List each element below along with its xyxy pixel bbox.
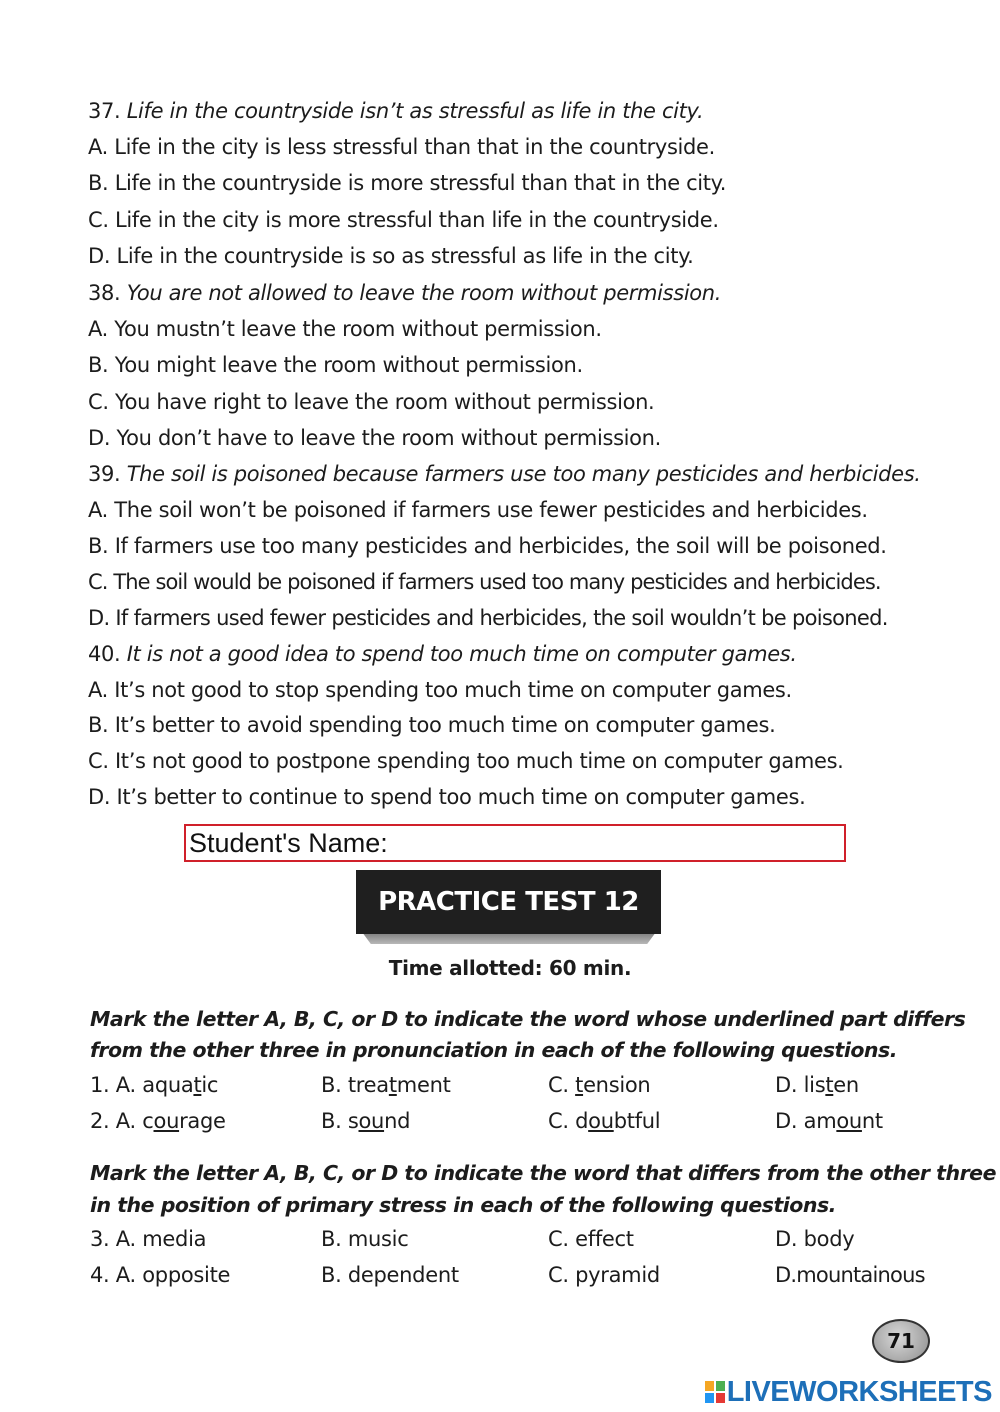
q1-option-c: C. tension [548,1073,651,1097]
option-d: D. Life in the countryside is so as stressful as life in the city. [88,244,694,268]
question-stem: 37. Life in the countryside isn’t as stressful as life in the city. [88,99,704,123]
question-stem: 38. You are not allowed to leave the room without permission. [88,281,722,305]
liveworksheets-icon [705,1381,725,1403]
page-number-badge: 71 [872,1319,930,1363]
q3-option-c: C. effect [548,1227,634,1251]
brand-text: LIVEWORKSHEETS [726,1375,992,1408]
q4-option-a: 4. A. opposite [90,1263,231,1287]
practice-test-title: PRACTICE TEST 12 [356,870,661,934]
option-a: A. The soil won’t be poisoned if farmers use fewer pesticides and herbicides. [88,498,868,522]
q1-option-a: 1. A. aquatic [90,1073,219,1097]
q2-option-d: D. amount [775,1109,883,1133]
q2-option-c: C. doubtful [548,1109,661,1133]
q3-option-d: D. body [775,1227,855,1251]
option-c: C. It’s not good to postpone spending too much time on computer games. [88,749,844,773]
option-b: B. You might leave the room without permission. [88,353,583,377]
option-c: C. You have right to leave the room without permission. [88,390,655,414]
option-d: D. It’s better to continue to spend too much time on computer games. [88,785,806,809]
option-b: B. Life in the countryside is more stressful than that in the city. [88,171,727,195]
section2-instruction-line1: Mark the letter A, B, C, or D to indicate the word that differs from the other three [90,1161,996,1185]
section2-instruction-line2: in the position of primary stress in each of the following questions. [90,1193,836,1217]
q2-option-b: B. sound [321,1109,411,1133]
section1-instruction-line1: Mark the letter A, B, C, or D to indicate the word whose underlined part differs [90,1007,966,1031]
q3-option-a: 3. A. media [90,1227,207,1251]
option-b: B. It’s better to avoid spending too much time on computer games. [88,713,776,737]
section1-instruction-line2: from the other three in pronunciation in each of the following questions. [90,1038,898,1062]
q2-option-a: 2. A. courage [90,1109,226,1133]
liveworksheets-logo[interactable] [705,1376,992,1408]
q4-option-b: B. dependent [321,1263,459,1287]
student-name-label: Student's Name: [189,828,388,858]
option-c: C. The soil would be poisoned if farmers used too many pesticides and herbicides. [88,570,881,594]
question-stem: 39. The soil is poisoned because farmers use too many pesticides and herbicides. [88,462,921,486]
q4-option-d: D.mountainous [775,1263,925,1287]
option-d: D. If farmers used fewer pesticides and herbicides, the soil wouldn’t be poisoned. [88,606,888,630]
option-a: A. Life in the city is less stressful than that in the countryside. [88,135,715,159]
option-d: D. You don’t have to leave the room without permission. [88,426,661,450]
q3-option-b: B. music [321,1227,409,1251]
student-name-field[interactable] [184,824,846,862]
option-a: A. It’s not good to stop spending too much time on computer games. [88,678,792,702]
q4-option-c: C. pyramid [548,1263,660,1287]
time-allotted: Time allotted: 60 min. [388,956,632,980]
option-a: A. You mustn’t leave the room without permission. [88,317,602,341]
option-c: C. Life in the city is more stressful than life in the countryside. [88,208,719,232]
option-b: B. If farmers use too many pesticides and herbicides, the soil will be poisoned. [88,534,887,558]
question-stem: 40. It is not a good idea to spend too much time on computer games. [88,642,797,666]
q1-option-d: D. listen [775,1073,859,1097]
q1-option-b: B. treatment [321,1073,451,1097]
